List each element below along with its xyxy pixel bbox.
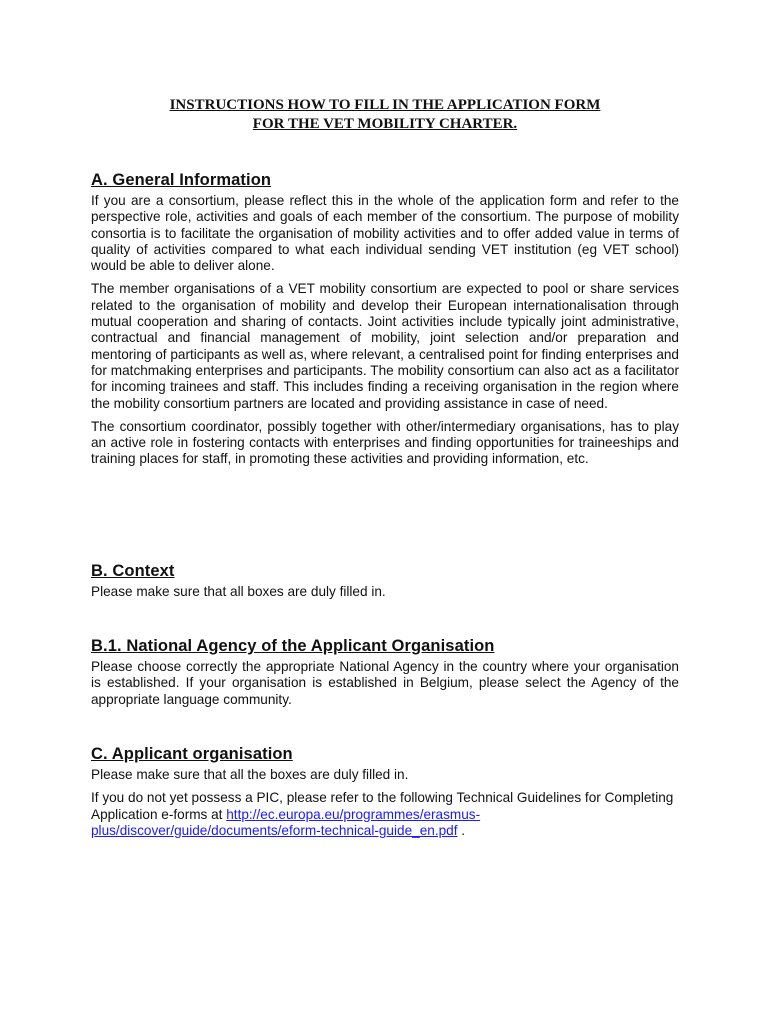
technical-guide-link[interactable]: http://ec.europa.eu/programmes/erasmus-plus/discover/guide/documents/eform-technical-guide_en.pdf — [91, 806, 481, 838]
section-general-information — [91, 170, 679, 468]
paragraph: The member organisations of a VET mobility consortium are expected to pool or share services related to the organisation of mobility and develop their European internationalisation through mutual cooperation and sharing of contacts. Joint activities include typically joint administrative, contractual and financial management of mobility, joint selection and/or preparation and mentoring of participants as well as, where relevant, a centralised point for finding enterprises and for matchmaking enterprises and participants. The mobility consortium can also act as a facilitator for incoming trainees and staff. This includes finding a receiving organisation in the region where the mobility consortium partners are located and providing assistance in case of need. — [91, 281, 679, 411]
document-title — [0, 96, 770, 134]
section-applicant-organisation — [91, 744, 679, 839]
section-heading: C. Applicant organisation — [91, 745, 293, 763]
paragraph: If you are a consortium, please reflect this in the whole of the application form and refer to the perspective role, activities and goals of each member of the consortium. The purpose of mobility consortia is to facilitate the organisation of mobility activities and to offer added value in terms of quality of activities compared to what each individual sending VET institution (eg VET school) would be able to deliver alone. — [91, 193, 679, 274]
title-line-1: INSTRUCTIONS HOW TO FILL IN THE APPLICATION FORM — [169, 97, 601, 113]
pic-text-end: . — [457, 822, 466, 838]
section-heading: A. General Information — [91, 171, 272, 189]
paragraph: Please make sure that all the boxes are duly filled in. — [91, 767, 409, 782]
paragraph: Please choose correctly the appropriate National Agency in the country where your organisation is established. If your organisation is established in Belgium, please select the Agency of the appropriate language community. — [91, 659, 679, 707]
section-heading: B. Context — [91, 562, 175, 580]
section-national-agency — [91, 636, 679, 708]
section-heading: B.1. National Agency of the Applicant Organisation — [91, 637, 495, 655]
paragraph: The consortium coordinator, possibly together with other/intermediary organisations, has to play an active role in fostering contacts with enterprises and finding opportunities for traineeships and training places for staff, in promoting these activities and providing information, etc. — [91, 418, 679, 467]
pic-text: If you do not yet possess a PIC, please refer to the following Technical Guidelines for Completing Application e-forms at — [91, 790, 674, 822]
paragraph: Please make sure that all boxes are duly filled in. — [91, 584, 386, 599]
title-line-2: FOR THE VET MOBILITY CHARTER. — [252, 116, 518, 132]
paragraph-pic — [91, 790, 679, 839]
section-context — [91, 561, 679, 600]
